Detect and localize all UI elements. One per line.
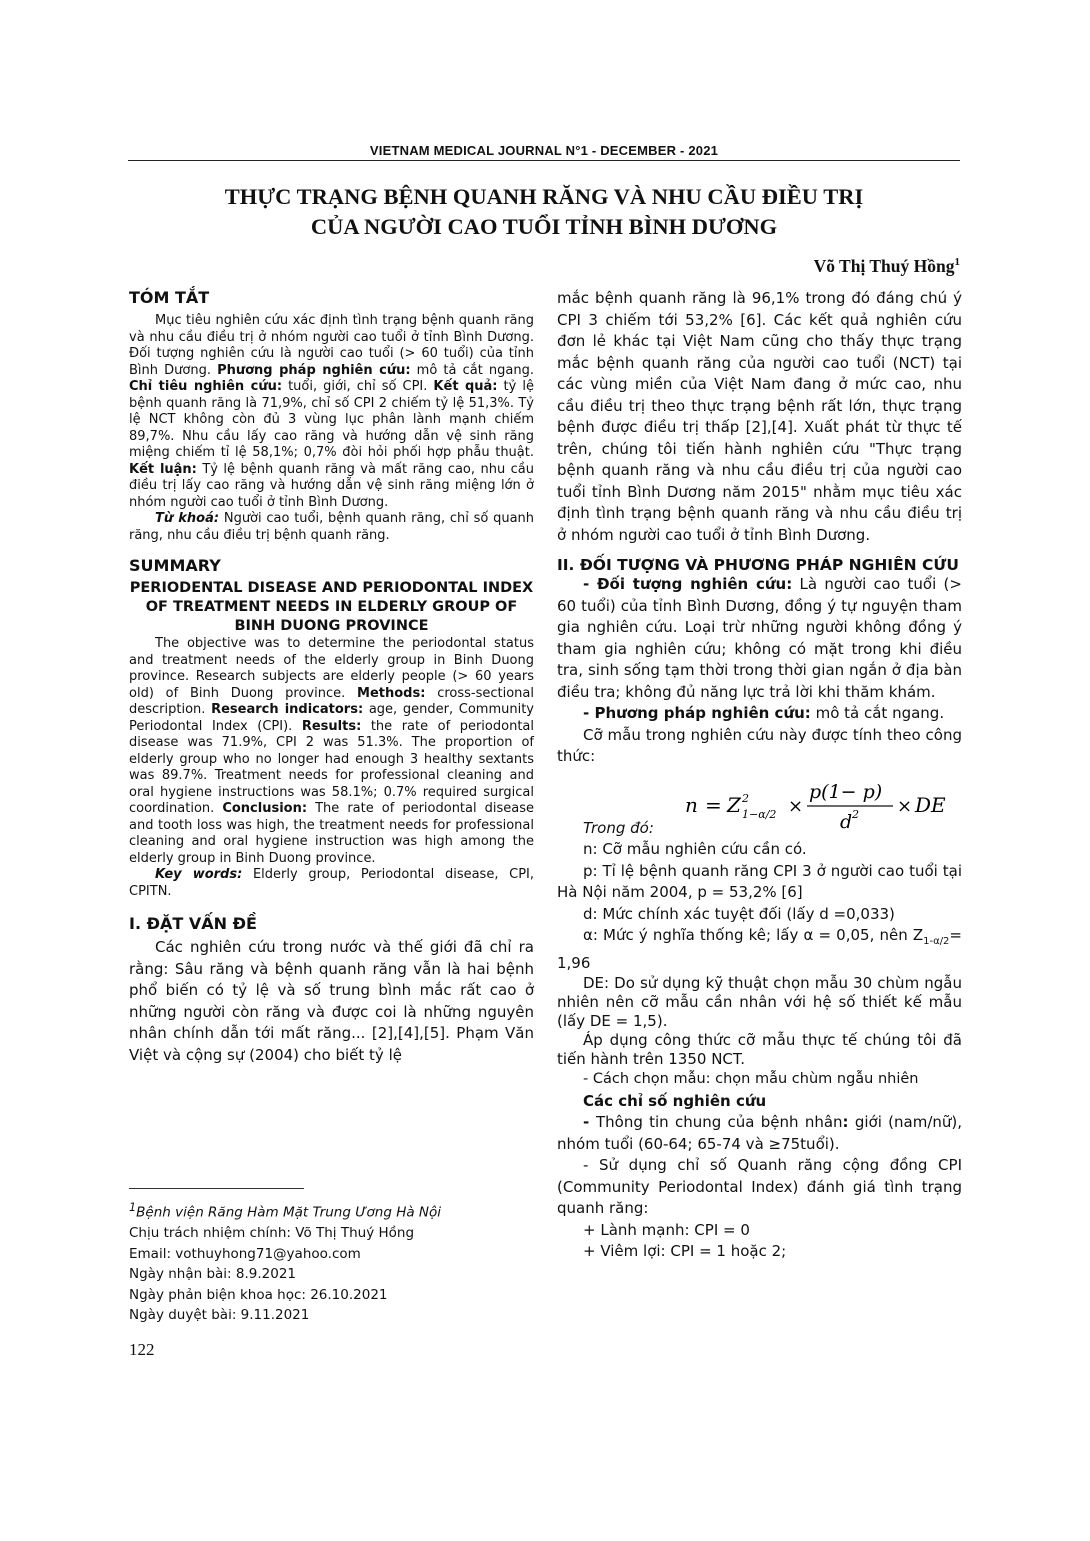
methods-def-d: d: Mức chính xác tuyệt đối (lấy d =0,033) [583,904,895,923]
methods-def-p: p: Tỉ lệ bệnh quanh răng CPI 3 ở người cao tuổi tại Hà Nội năm 2004, p = 53,2% [6] [557,861,962,901]
methods-cpi: - Sử dụng chỉ số Quanh răng cộng đồng CPI (Community Periodontal Index) đánh giá tình trạng quanh răng: [557,1156,962,1217]
summary-keywords-text: Elderly group, Periodontal disease, CPI, CPITN. [129,867,534,899]
formula-z-sub: 1−α/2 [742,807,777,821]
methods-general-text-a: Thông tin chung của bệnh nhân [595,1113,843,1131]
methods-method-label: - Phương pháp nghiên cứu: [583,704,811,722]
footnote-rule [129,1188,304,1189]
methods-subject-text: Là người cao tuổi (> 60 tuổi) của tỉnh Bình Dương, đồng ý tự nguyện tham gia nghiên cứu. Loại trừ những người không đồng ý tham gia nghiên cứu; không có mặt trong khi điều tra, sinh sống tạm thời trong thời gian ngắn ở địa bàn điều tra; không đủ năng lực trả lời khi thăm khám. [557,575,962,701]
methods-sampling: - Cách chọn mẫu: chọn mẫu chùm ngẫu nhiên [583,1071,919,1087]
methods-general-text-b: giới (nam/nữ), nhóm tuổi (60-64; 65-74 và ≥75tuổi). [557,1113,963,1153]
footnote-affiliation-text: Bệnh viện Răng Hàm Mặt Trung Ương Hà Nội [136,1204,442,1221]
tomtat-method-text: mô tả cắt ngang. [416,362,534,378]
footnote-reviewed: Ngày phản biện khoa học: 26.10.2021 [129,1286,388,1303]
formula-z: Z [727,792,741,817]
summary-title: PERIODENTAL DISEASE AND PERIODONTAL INDEX OF TREATMENT NEEDS IN ELDERLY GROUP OF BINH DUONG PROVINCE [129,580,534,634]
summary-methods-label: Methods: [357,685,426,701]
methods-cpi-gingivitis: + Viêm lợi: CPI = 1 hoặc 2; [583,1242,787,1260]
formula-n: n [685,792,698,817]
right-column [557,288,962,1263]
author-affiliation-mark: 1 [954,256,960,269]
summary-indicators-label: Research indicators: [211,702,364,717]
tomtat-keywords-label: Từ khoá: [155,511,220,526]
methods-applied: Áp dụng công thức cỡ mẫu thực tế chúng tôi đã tiến hành trên 1350 NCT. [557,1031,962,1068]
methods-subject-label: - Đối tượng nghiên cứu: [583,575,793,593]
left-column [129,288,534,1066]
tomtat-conclusion-label: Kết luận: [129,461,197,477]
title-line-2: CỦA NGƯỜI CAO TUỔI TỈNH BÌNH DƯƠNG [310,214,778,239]
summary-methods-text: cross-sectional description. [129,685,534,717]
article-title [128,182,960,242]
formula-den-sup: 2 [852,807,859,821]
tomtat-conclusion-text: Tỷ lệ bệnh quanh răng và mất răng cao, nhu cầu điều trị lấy cao răng và hướng dẫn vệ sinh răng miệng lớn ở nhóm người cao tuổi ở tỉnh Bình Dương. [129,461,534,510]
tomtat-method-label: Phương pháp nghiên cứu: [217,362,411,378]
methods-def-z-sub: 1-α/2 [923,936,950,947]
methods-cpi-healthy: + Lành mạnh: CPI = 0 [583,1220,750,1239]
tomtat-keywords [129,511,534,544]
formula-times-1: × [788,795,804,817]
summary-indicators-text: age, gender, Community Periodontal Index (CPI). [129,702,534,734]
tomtat-intro: Mục tiêu nghiên cứu xác định tình trạng bệnh quanh răng và nhu cầu điều trị ở nhóm người cao tuổi ở tỉnh Bình Dương. Đối tượng nghiên cứu là người cao tuổi (> 60 tuổi) của tỉnh Bình Dương. [129,313,534,378]
intro-heading: I. ĐẶT VẤN ĐỀ [129,914,257,933]
methods-subject [557,574,962,703]
author [814,256,960,277]
footnotes [129,1198,534,1326]
intro-paragraph-continued: mắc bệnh quanh răng là 96,1% trong đó đáng chú ý CPI 3 chiếm tới 53,2% [6]. Các kết quả nghiên cứu đơn lẻ khác tại Việt Nam cũng cho thấy thực trạng mắc bệnh quanh răng của người cao tuổi (NCT) tại các vùng miền của Việt Nam đang ở mức cao, nhu cầu điều trị theo thực trạng bệnh rất lớn, thực trạng bệnh được điều trị thấp [2],[4]. Xuất phát từ thực tế trên, chúng tôi tiến hành nghiên cứu "Thực trạng bệnh quanh răng và nhu cầu điều trị của người cao tuổi tỉnh Bình Dương năm 2015" nhằm mục tiêu xác định tình trạng bệnh quanh răng và nhu cầu điều trị ở nhóm người cao tuổi ở tỉnh Bình Dương. [557,289,962,544]
methods-general-colon: : [842,1113,849,1131]
page-number: 122 [129,1340,155,1359]
methods-sample-intro: Cỡ mẫu trong nghiên cứu này được tính theo công thức: [557,725,962,765]
author-name: Võ Thị Thuý Hồng [813,256,955,276]
methods-indices-heading: Các chỉ số nghiên cứu [583,1091,767,1110]
tomtat-heading: TÓM TẮT [129,288,210,307]
methods-def-n: n: Cỡ mẫu nghiên cứu cần có. [583,840,807,858]
tomtat-result-label: Kết quả: [433,379,498,394]
title-line-1: THỰC TRẠNG BỆNH QUANH RĂNG VÀ NHU CẦU ĐIỀU TRỊ [224,184,864,209]
summary-heading: SUMMARY [129,556,221,575]
tomtat-abstract [129,313,534,511]
summary-results-label: Results: [301,718,362,734]
summary-conclusion-text: The rate of periodontal disease and tooth loss was high, the treatment needs for professional cleaning and oral hygiene instruction was high among the elderly group in Binh Duong province. [129,801,535,866]
summary-conclusion-label: Conclusion: [222,801,308,816]
methods-def-z-base: Z [912,926,924,944]
summary-abstract [129,636,534,867]
intro-paragraph: Các nghiên cứu trong nước và thế giới đã chỉ ra rằng: Sâu răng và bệnh quanh răng vẫn là hai bệnh phổ biến có tỷ lệ và số trung bình mắc rất cao ở những người còn răng và được coi là những nguyên nhân chính dẫn tới mất răng... [2],[4],[5]. Phạm Văn Việt và cộng sự (2004) cho biết tỷ lệ [129,938,534,1064]
formula-equals: = [705,792,722,817]
methods-method-text: mô tả cắt ngang. [815,704,945,722]
methods-def-z-value: = 1,96 [557,926,962,972]
footnote-responsible: Chịu trách nhiệm chính: Võ Thị Thuý Hồng [129,1225,415,1241]
footnote-approved: Ngày duyệt bài: 9.11.2021 [129,1307,310,1323]
summary-keywords [129,867,534,900]
formula-numerator: p(1− p) [809,780,883,803]
journal-header: VIETNAM MEDICAL JOURNAL N°1 - DECEMBER - 2021 [369,143,719,158]
header-rule [128,160,960,161]
methods-def-de: DE: Do sử dụng kỹ thuật chọn mẫu 30 chùm ngẫu nhiên nên cỡ mẫu cần nhân với hệ số thiết kế mẫu (lấy DE = 1,5). [557,974,962,1030]
footnote-affiliation-mark: 1 [129,1201,137,1214]
tomtat-indicator-text: tuổi, giới, chỉ số CPI. [288,379,428,394]
methods-def-alpha-text: α: Mức ý nghĩa thống kê; lấy α = 0,05, nên [583,926,908,944]
summary-results-text: the rate of periodontal disease was 71.9%, CPI 2 was 51.3%. The proportion of elderly group who no longer had enough 3 healthy sextants was 89.7%. Treatment needs for professional cleaning and oral hygiene instructions was 58.1%; 0.7% required surgical coordination. [129,718,534,816]
footnote-received: Ngày nhận bài: 8.9.2021 [129,1266,297,1282]
footnote-affiliation [129,1198,534,1223]
formula-denominator: d [840,810,853,832]
tomtat-result-text: tỷ lệ bệnh quanh răng là 71,9%, chỉ số CPI 2 chiếm tỷ lệ 51,3%. Tỷ lệ NCT không còn đủ 3 vùng lục phân lành mạnh chiếm 89,7%. Nhu cầu lấy cao răng và hướng dẫn vệ sinh răng miệng chiếm tỉ lệ 58,1%; 0,7% đòi hỏi phối hợp phẫu thuật. [129,379,534,460]
footnote-email: Email: vothuyhong71@yahoo.com [129,1245,361,1262]
formula-de: DE [915,792,946,817]
formula-z-sup: 2 [742,791,749,805]
methods-general-info [557,1112,962,1155]
methods-heading: II. ĐỐI TƯỢNG VÀ PHƯƠNG PHÁP NGHIÊN CỨU [557,556,959,574]
methods-general-dash: - [583,1113,596,1131]
methods-where-label: Trong đó: [583,818,654,837]
tomtat-keywords-text: Người cao tuổi, bệnh quanh răng, chỉ số quanh răng, nhu cầu điều trị bệnh quanh răng. [129,511,535,543]
methods-def-alpha [557,925,962,974]
formula-times-2: × [897,795,913,817]
summary-keywords-label: Key words: [155,867,243,882]
methods-method [557,703,962,725]
summary-intro: The objective was to determine the periodontal status and treatment needs of the elderly group in Binh Duong province. Research subjects are elderly people (> 60 years old) of Binh Duong province. [129,636,534,701]
tomtat-indicator-label: Chỉ tiêu nghiên cứu: [129,379,283,394]
